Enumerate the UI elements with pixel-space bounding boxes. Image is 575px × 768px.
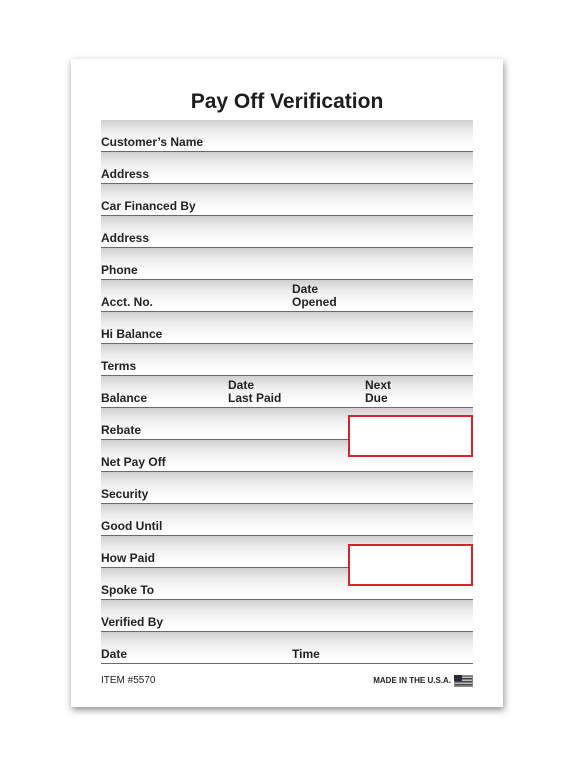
hi-balance-label: Hi Balance	[101, 327, 163, 341]
acct-no-label: Acct. No.	[101, 295, 154, 309]
item-number: ITEM #5570	[101, 675, 156, 686]
field-address[interactable]	[101, 152, 473, 184]
spoke-to-label: Spoke To	[101, 583, 155, 597]
next-due-label: Next Due	[365, 378, 392, 405]
rebate-amount-box[interactable]	[348, 415, 473, 457]
field-security[interactable]	[101, 472, 473, 504]
us-flag-icon	[454, 675, 473, 687]
field-terms[interactable]	[101, 344, 473, 376]
phone-label: Phone	[101, 263, 138, 277]
field-good-until[interactable]	[101, 504, 473, 536]
field-hi-balance[interactable]	[101, 312, 473, 344]
field-lender-address[interactable]	[101, 216, 473, 248]
how-paid-amount-box[interactable]	[348, 544, 473, 586]
field-car-financed-by[interactable]	[101, 184, 473, 216]
field-balance[interactable]	[101, 376, 473, 408]
how-paid-label: How Paid	[101, 551, 156, 565]
address-label: Address	[101, 167, 150, 181]
field-date-time[interactable]	[101, 632, 473, 664]
security-label: Security	[101, 487, 149, 501]
car-financed-by-label: Car Financed By	[101, 199, 196, 213]
verified-by-label: Verified By	[101, 615, 164, 629]
field-verified-by[interactable]	[101, 600, 473, 632]
made-in-usa-text: MADE IN THE U.S.A.	[373, 676, 451, 685]
field-acct-no[interactable]	[101, 280, 473, 312]
date-last-paid-label: Date Last Paid	[228, 378, 282, 405]
good-until-label: Good Until	[101, 519, 163, 533]
date-label: Date	[101, 647, 128, 661]
lender-address-label: Address	[101, 231, 150, 245]
form-title: Pay Off Verification	[190, 90, 384, 113]
form-sheet	[71, 59, 503, 707]
balance-label: Balance	[101, 391, 148, 405]
field-phone[interactable]	[101, 248, 473, 280]
date-opened-label: Date Opened	[292, 282, 337, 309]
form-footer	[101, 675, 473, 689]
field-customer-name[interactable]	[101, 120, 473, 152]
rebate-label: Rebate	[101, 423, 142, 437]
net-pay-off-label: Net Pay Off	[101, 455, 166, 469]
customer-name-label: Customer’s Name	[101, 135, 204, 149]
time-label: Time	[292, 647, 320, 661]
terms-label: Terms	[101, 359, 137, 373]
